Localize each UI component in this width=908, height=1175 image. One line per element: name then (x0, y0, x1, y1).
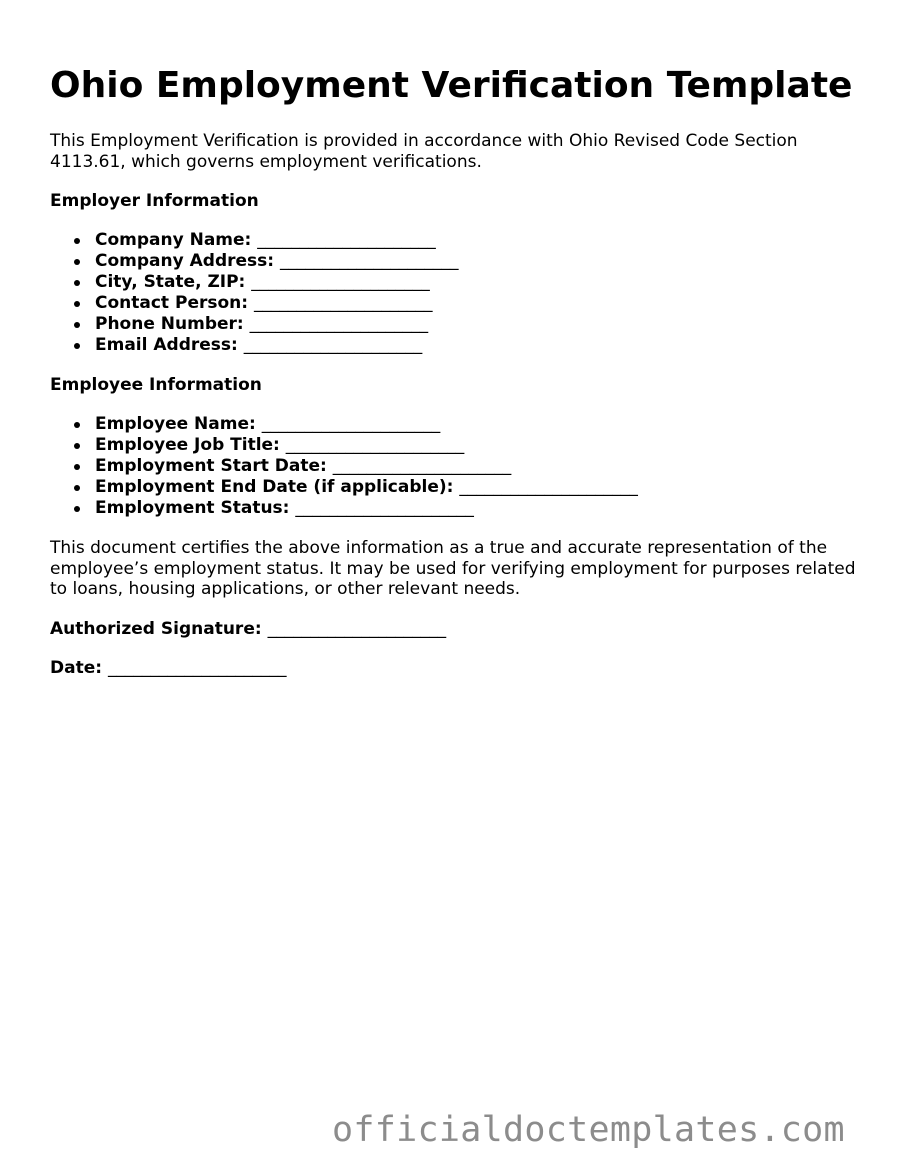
field-employee-job-title (95, 435, 638, 456)
field-label: Company Name: (95, 230, 252, 250)
blank-line[interactable]: _____________________ (243, 335, 423, 355)
field-company-name (95, 230, 458, 251)
authorized-signature-field (50, 619, 446, 640)
field-label: Contact Person: (95, 293, 249, 313)
field-employee-name (95, 414, 638, 435)
field-company-address (95, 251, 458, 272)
signature-blank-line[interactable]: _____________________ (267, 619, 447, 639)
date-label: Date: (50, 658, 103, 678)
field-employment-start-date (95, 456, 638, 477)
intro-paragraph: This Employment Verification is provided in accordance with Ohio Revised Code Section 4113.61, which governs employment verifications. (50, 131, 798, 172)
blank-line[interactable]: _____________________ (332, 456, 512, 476)
signature-label: Authorized Signature: (50, 619, 262, 639)
employer-information-heading: Employer Information (50, 191, 259, 211)
field-email-address (95, 335, 458, 356)
field-label: Employment End Date (if applicable): (95, 477, 454, 497)
blank-line[interactable]: _____________________ (285, 435, 465, 455)
field-label: Employee Name: (95, 414, 256, 434)
blank-line[interactable]: _____________________ (279, 251, 459, 271)
blank-line[interactable]: _____________________ (253, 293, 433, 313)
blank-line[interactable]: _____________________ (251, 272, 430, 292)
field-employment-status (95, 498, 638, 519)
date-field (50, 658, 286, 679)
field-label: Email Address: (95, 335, 238, 355)
field-label: Company Address: (95, 251, 275, 271)
blank-line[interactable]: _____________________ (257, 230, 436, 250)
page-title: Ohio Employment Verification Template (50, 65, 853, 106)
field-employment-end-date (95, 477, 638, 498)
field-label: Phone Number: (95, 314, 244, 334)
employee-information-heading: Employee Information (50, 375, 262, 395)
blank-line[interactable]: _____________________ (459, 477, 638, 497)
field-label: Employee Job Title: (95, 435, 280, 455)
certification-paragraph: This document certifies the above information as a true and accurate representation of the employee’s employment status. It may be used for verifying employment for purposes related to loans, housing applications, or other relevant needs. (50, 538, 856, 599)
blank-line[interactable]: _____________________ (261, 414, 441, 434)
watermark-text: officialdoctemplates.com (332, 1110, 845, 1150)
field-label: City, State, ZIP: (95, 272, 246, 292)
blank-line[interactable]: _____________________ (295, 498, 474, 518)
blank-line[interactable]: _____________________ (249, 314, 429, 334)
field-phone-number (95, 314, 458, 335)
field-label: Employment Start Date: (95, 456, 327, 476)
employer-fields-list (50, 230, 458, 356)
employee-fields-list (50, 414, 638, 519)
date-blank-line[interactable]: _____________________ (107, 658, 287, 678)
field-contact-person (95, 293, 458, 314)
field-city-state-zip (95, 272, 458, 293)
field-label: Employment Status: (95, 498, 290, 518)
